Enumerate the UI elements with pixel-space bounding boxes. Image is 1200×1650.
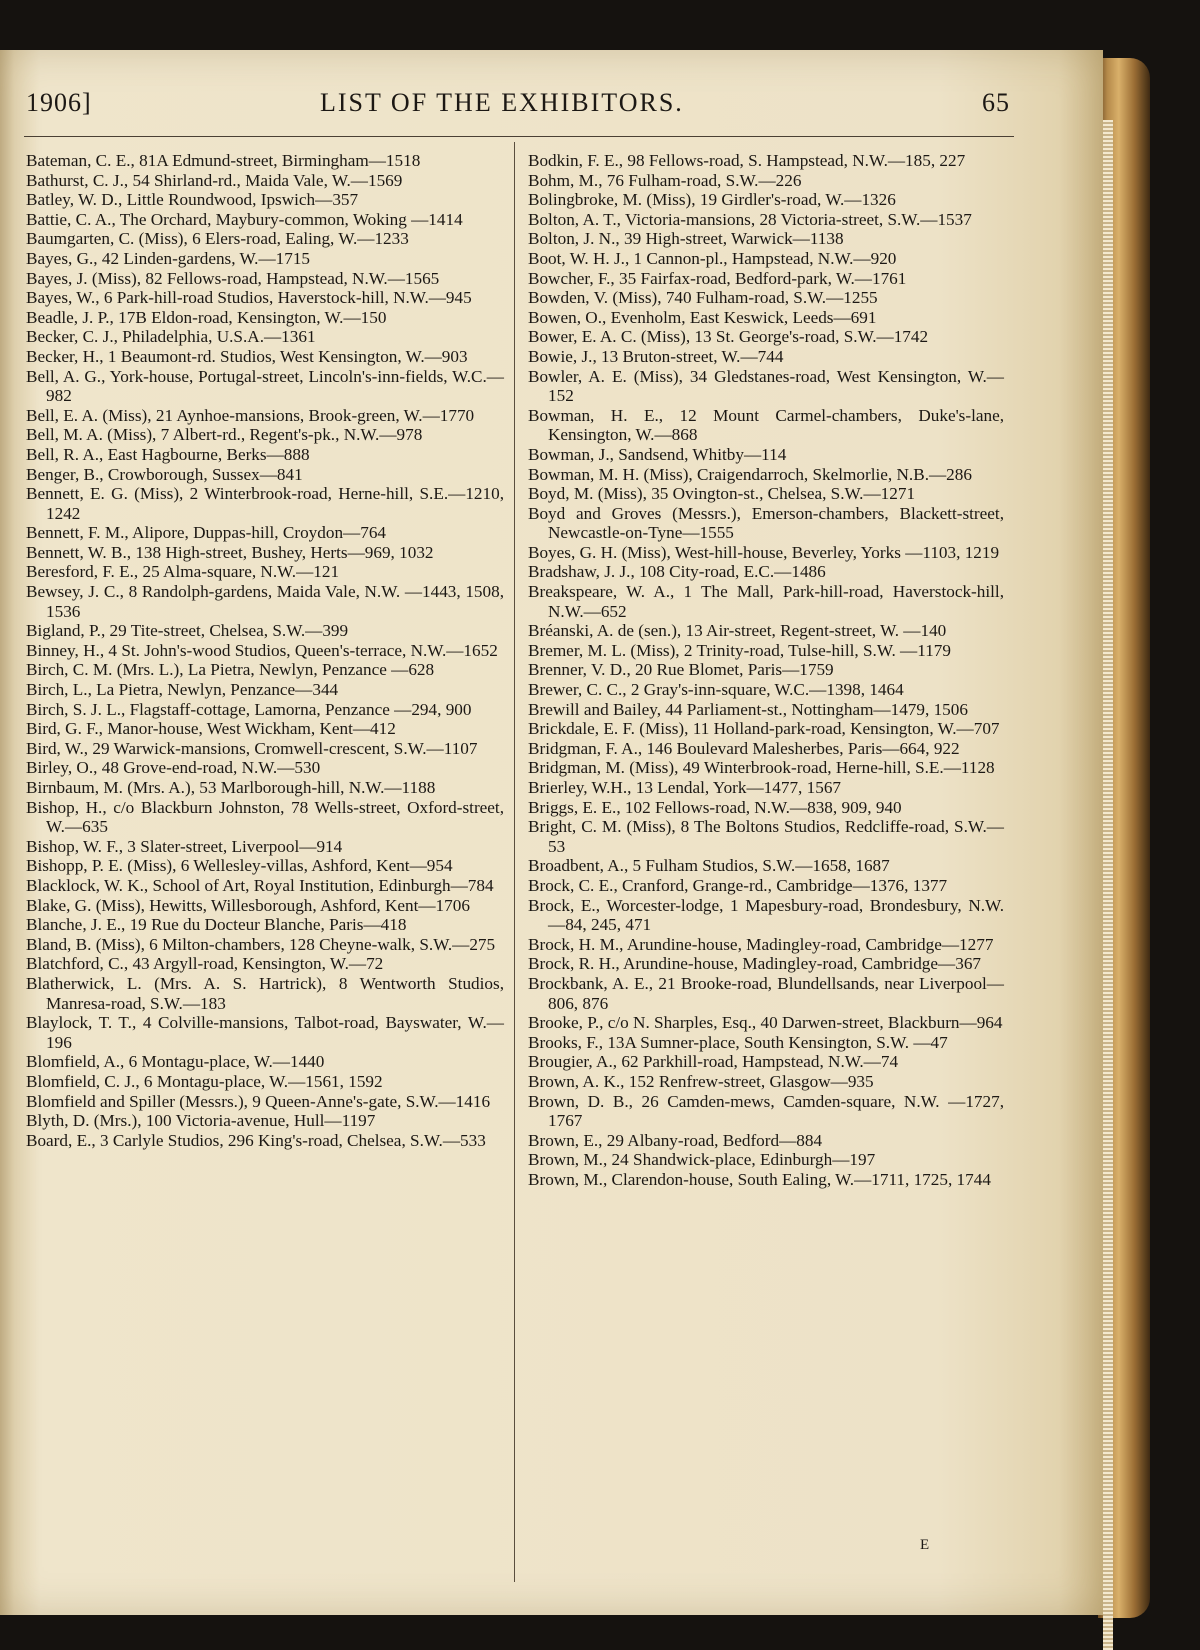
exhibitor-entry: Bowie, J., 13 Bruton-street, W.—744	[528, 346, 784, 366]
exhibitor-entry: Brierley, W.H., 13 Lendal, York—1477, 1567	[528, 778, 842, 797]
exhibitor-entry: Bowler, A. E. (Miss), 34 Gledstanes-road, West Kensington, W.—152	[528, 366, 1004, 406]
exhibitor-entry: Blaylock, T. T., 4 Colville-mansions, Talbot-road, Bayswater, W.—196	[26, 1013, 504, 1052]
exhibitor-entry: Brock, R. H., Arundine-house, Madingley-road, Cambridge—367	[528, 954, 982, 974]
page-number: 65	[982, 88, 1010, 117]
exhibitor-entry: Bowman, H. E., 12 Mount Carmel-chambers, Duke's-lane, Kensington, W.—868	[528, 405, 1004, 445]
exhibitor-entry: Boyd and Groves (Messrs.), Emerson-chambers, Blackett-street, Newcastle-on-Tyne—1555	[528, 503, 1004, 543]
exhibitor-entry: Brewer, C. C., 2 Gray's-inn-square, W.C.—1398, 1464	[528, 680, 904, 700]
exhibitor-entry: Bremer, M. L. (Miss), 2 Trinity-road, Tulse-hill, S.W. —1179	[528, 640, 951, 660]
exhibitor-entry: Brickdale, E. F. (Miss), 11 Holland-park-road, Kensington, W.—707	[528, 719, 1000, 739]
page-edge	[1103, 120, 1113, 1650]
exhibitor-entry: Brougier, A., 62 Parkhill-road, Hampstead, N.W.—74	[528, 1052, 899, 1072]
exhibitor-entry: Bell, M. A. (Miss), 7 Albert-rd., Regent's-pk., N.W.—978	[26, 425, 423, 445]
exhibitor-entry: Bishopp, P. E. (Miss), 6 Wellesley-villas, Ashford, Kent—954	[26, 856, 453, 876]
exhibitor-entry: Blomfield, C. J., 6 Montagu-place, W.—1561, 1592	[26, 1071, 383, 1091]
exhibitor-entry: Bird, W., 29 Warwick-mansions, Cromwell-crescent, S.W.—1107	[26, 738, 478, 758]
exhibitor-entry: Birch, L., La Pietra, Newlyn, Penzance—344	[26, 680, 339, 700]
exhibitor-entry: Bayes, G., 42 Linden-gardens, W.—1715	[26, 248, 311, 268]
exhibitor-entry: Bewsey, J. C., 8 Randolph-gardens, Maida Vale, N.W. —1443, 1508, 1536	[26, 582, 504, 621]
exhibitor-entry: Breakspeare, W. A., 1 The Mall, Park-hill-road, Haverstock-hill, N.W.—652	[528, 582, 1004, 621]
exhibitor-entry: Birnbaum, M. (Mrs. A.), 53 Marlborough-hill, N.W.—1188	[26, 778, 436, 797]
exhibitor-entry: Bowcher, F., 35 Fairfax-road, Bedford-park, W.—1761	[528, 268, 907, 288]
exhibitor-entry: Birch, C. M. (Mrs. L.), La Pietra, Newlyn, Penzance —628	[26, 660, 435, 680]
exhibitor-entry: Bland, B. (Miss), 6 Milton-chambers, 128 Cheyne-walk, S.W.—275	[26, 934, 496, 954]
exhibitor-entry: Blacklock, W. K., School of Art, Royal Institution, Edinburgh—784	[26, 875, 494, 895]
exhibitor-entry: Beresford, F. E., 25 Alma-square, N.W.—121	[26, 562, 340, 582]
exhibitor-entry: Bayes, W., 6 Park-hill-road Studios, Haverstock-hill, N.W.—945	[26, 288, 472, 308]
exhibitor-entry: Briggs, E. E., 102 Fellows-road, N.W.—838, 909, 940	[528, 797, 902, 817]
exhibitor-entry: Bennett, E. G. (Miss), 2 Winterbrook-road, Herne-hill, S.E.—1210, 1242	[26, 484, 504, 523]
exhibitor-entry: Bell, E. A. (Miss), 21 Aynhoe-mansions, Brook-green, W.—1770	[26, 405, 475, 425]
exhibitor-entry: Broadbent, A., 5 Fulham Studios, S.W.—1658, 1687	[528, 856, 890, 876]
exhibitor-entry: Bishop, H., c/o Blackburn Johnston, 78 Wells-street, Oxford-street, W.—635	[26, 797, 504, 837]
exhibitor-entry: Bréanski, A. de (sen.), 13 Air-street, Regent-street, W. —140	[528, 621, 947, 641]
exhibitor-entry: Beadle, J. P., 17B Eldon-road, Kensington, W.—150	[26, 307, 387, 327]
exhibitor-entry: Blomfield and Spiller (Messrs.), 9 Queen-Anne's-gate, S.W.—1416	[26, 1091, 491, 1111]
header-title: LIST OF THE EXHIBITORS.	[320, 88, 684, 117]
exhibitor-entry: Brown, A. K., 152 Renfrew-street, Glasgow—935	[528, 1071, 874, 1091]
column-divider	[514, 142, 515, 1582]
exhibitor-entry: Benger, B., Crowborough, Sussex—841	[26, 464, 303, 484]
exhibitor-entry: Brock, E., Worcester-lodge, 1 Mapesbury-road, Brondesbury, N.W.—84, 245, 471	[528, 895, 1004, 935]
exhibitor-entry: Becker, C. J., Philadelphia, U.S.A.—1361	[26, 327, 316, 347]
exhibitor-entry: Bolton, A. T., Victoria-mansions, 28 Victoria-street, S.W.—1537	[528, 209, 972, 229]
exhibitor-entry: Bennett, W. B., 138 High-street, Bushey, Herts—969, 1032	[26, 542, 434, 562]
exhibitor-entry: Blanche, J. E., 19 Rue du Docteur Blanche, Paris—418	[26, 915, 407, 935]
exhibitor-entry: Brooke, P., c/o N. Sharples, Esq., 40 Darwen-street, Blackburn—964	[528, 1013, 1003, 1033]
exhibitor-entry: Batley, W. D., Little Roundwood, Ipswich—357	[26, 190, 359, 210]
header-year: 1906]	[26, 88, 92, 117]
exhibitor-entry: Brown, E., 29 Albany-road, Bedford—884	[528, 1130, 823, 1150]
exhibitor-entry: Bateman, C. E., 81A Edmund-street, Birmingham—1518	[26, 151, 421, 170]
exhibitor-entry: Bishop, W. F., 3 Slater-street, Liverpool—914	[26, 836, 343, 856]
exhibitor-entry: Bradshaw, J. J., 108 City-road, E.C.—1486	[528, 562, 826, 582]
exhibitor-entry: Bolton, J. N., 39 High-street, Warwick—1138	[528, 229, 844, 249]
exhibitor-entry: Blatherwick, L. (Mrs. A. S. Hartrick), 8 Wentworth Studios, Manresa-road, S.W.—183	[26, 973, 504, 1013]
exhibitor-entry: Blake, G. (Miss), Hewitts, Willesborough, Ashford, Kent—1706	[26, 895, 470, 915]
exhibitor-entry: Bowen, O., Evenholm, East Keswick, Leeds—691	[528, 307, 877, 327]
exhibitor-entry: Baumgarten, C. (Miss), 6 Elers-road, Ealing, W.—1233	[26, 229, 409, 249]
exhibitor-entry: Blyth, D. (Mrs.), 100 Victoria-avenue, Hull—1197	[26, 1111, 376, 1131]
exhibitor-entry: Brockbank, A. E., 21 Brooke-road, Blundellsands, near Liverpool—806, 876	[528, 973, 1004, 1013]
exhibitor-entry: Bennett, F. M., Alipore, Duppas-hill, Croydon—764	[26, 523, 387, 543]
exhibitor-entry: Boot, W. H. J., 1 Cannon-pl., Hampstead, N.W.—920	[528, 248, 897, 268]
exhibitor-entry: Becker, H., 1 Beaumont-rd. Studios, West Kensington, W.—903	[26, 346, 468, 366]
left-column	[26, 151, 504, 1150]
exhibitor-entry: Brenner, V. D., 20 Rue Blomet, Paris—1759	[528, 660, 834, 680]
exhibitor-entry: Boyes, G. H. (Miss), West-hill-house, Beverley, Yorks —1103, 1219	[528, 542, 1000, 562]
exhibitor-entry: Bell, A. G., York-house, Portugal-street, Lincoln's-inn-fields, W.C.—982	[26, 366, 504, 406]
exhibitor-entry: Bridgman, F. A., 146 Boulevard Malesherbes, Paris—664, 922	[528, 738, 960, 758]
header-rule	[24, 136, 1014, 137]
exhibitor-entry: Brown, M., 24 Shandwick-place, Edinburgh—197	[528, 1150, 876, 1170]
exhibitor-entry: Bathurst, C. J., 54 Shirland-rd., Maida Vale, W.—1569	[26, 170, 403, 190]
exhibitor-entry: Brewill and Bailey, 44 Parliament-st., Nottingham—1479, 1506	[528, 699, 968, 719]
exhibitor-entry: Bower, E. A. C. (Miss), 13 St. George's-road, S.W.—1742	[528, 327, 929, 347]
exhibitor-entry: Bayes, J. (Miss), 82 Fellows-road, Hampstead, N.W.—1565	[26, 268, 440, 288]
exhibitor-entry: Bowman, J., Sandsend, Whitby—114	[528, 444, 787, 464]
exhibitor-entry: Bigland, P., 29 Tite-street, Chelsea, S.W.—399	[26, 621, 349, 641]
exhibitor-entry: Bell, R. A., East Hagbourne, Berks—888	[26, 444, 310, 464]
exhibitor-entry: Blatchford, C., 43 Argyll-road, Kensington, W.—72	[26, 954, 384, 974]
exhibitor-entry: Bowman, M. H. (Miss), Craigendarroch, Skelmorlie, N.B.—286	[528, 464, 972, 484]
exhibitor-entry: Boyd, M. (Miss), 35 Ovington-st., Chelsea, S.W.—1271	[528, 484, 916, 504]
exhibitor-entry: Brown, M., Clarendon-house, South Ealing, W.—1711, 1725, 1744	[528, 1169, 991, 1189]
exhibitor-entry: Bowden, V. (Miss), 740 Fulham-road, S.W.—1255	[528, 288, 878, 308]
exhibitor-entry: Bodkin, F. E., 98 Fellows-road, S. Hampstead, N.W.—185, 227	[528, 151, 966, 170]
exhibitor-entry: Bohm, M., 76 Fulham-road, S.W.—226	[528, 170, 802, 190]
running-header	[0, 88, 1103, 128]
exhibitor-entry: Board, E., 3 Carlyle Studios, 296 King's-road, Chelsea, S.W.—533	[26, 1130, 486, 1150]
exhibitor-entry: Battie, C. A., The Orchard, Maybury-common, Woking —1414	[26, 209, 463, 229]
book-page	[0, 50, 1103, 1615]
exhibitor-entry: Bolingbroke, M. (Miss), 19 Girdler's-road, W.—1326	[528, 190, 896, 210]
exhibitor-entry: Binney, H., 4 St. John's-wood Studios, Queen's-terrace, N.W.—1652	[26, 640, 498, 660]
exhibitor-entry: Bright, C. M. (Miss), 8 The Boltons Studios, Redcliffe-road, S.W.—53	[528, 817, 1004, 856]
right-column	[528, 151, 1004, 1189]
exhibitor-entry: Brock, H. M., Arundine-house, Madingley-road, Cambridge—1277	[528, 934, 994, 954]
exhibitor-entry: Brooks, F., 13A Sumner-place, South Kensington, S.W. —47	[528, 1032, 948, 1052]
exhibitor-entry: Birley, O., 48 Grove-end-road, N.W.—530	[26, 758, 321, 778]
exhibitor-entry: Bridgman, M. (Miss), 49 Winterbrook-road, Herne-hill, S.E.—1128	[528, 758, 995, 778]
exhibitor-entry: Brock, C. E., Cranford, Grange-rd., Cambridge—1376, 1377	[528, 875, 948, 895]
exhibitor-entry: Blomfield, A., 6 Montagu-place, W.—1440	[26, 1052, 325, 1072]
exhibitor-entry: Birch, S. J. L., Flagstaff-cottage, Lamorna, Penzance —294, 900	[26, 699, 472, 719]
exhibitor-entry: Brown, D. B., 26 Camden-mews, Camden-square, N.W. —1727, 1767	[528, 1091, 1004, 1131]
exhibitor-entry: Bird, G. F., Manor-house, West Wickham, Kent—412	[26, 719, 396, 739]
signature-mark: E	[920, 1537, 930, 1553]
